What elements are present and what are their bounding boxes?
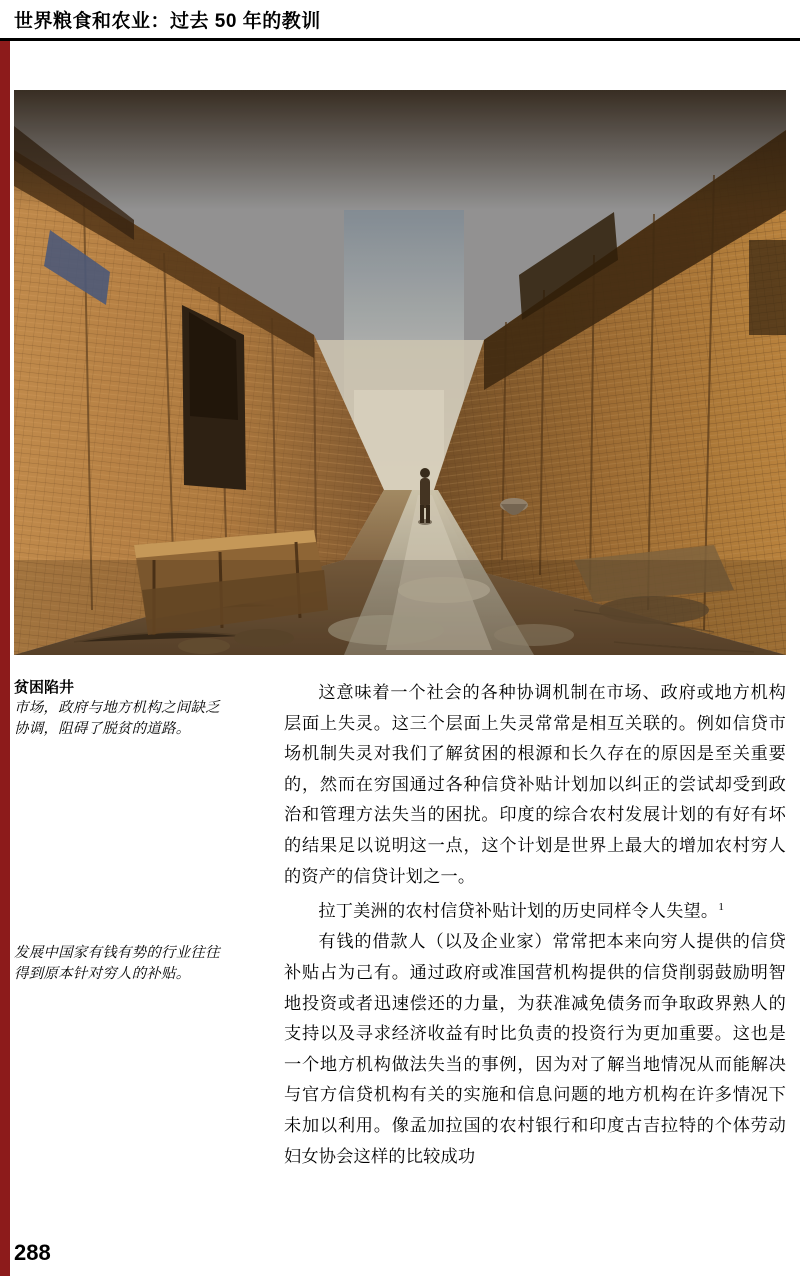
body-paragraph-1: 这意味着一个社会的各种协调机制在市场、政府或地方机构层面上失灵。这三个层面上失灵常常是相互关联的。例如信贷市场机制失灵对我们了解贫困的根源和长久存在的原因是至关重要的，然而在穷国通过各种信贷补贴计划加以纠正的尝试却受到政治和管理方法失当的困扰。印度的综合农村发展计划的有好有坏的结果足以说明这一点，这个计划是世界上最大的增加农村穷人的资产的信贷计划之一。 — [284, 683, 786, 886]
body-paragraph-2 — [284, 892, 786, 927]
caption-note: 发展中国家有钱有势的行业往往得到原本针对穷人的补贴。 — [14, 945, 220, 982]
footnote-marker: 1 — [718, 901, 725, 914]
body-paragraph-3: 有钱的借款人（以及企业家）常常把本来向穷人提供的信贷补贴占为己有。通过政府或准国营机构提供的信贷削弱鼓励明智地投资或者迅速偿还的力量，为获准减免债务而争取政界熟人的支持以及寻求经济收益有时比负责的投资行为更加重要。这也是一个地方机构做法失当的事例，因为对了解当地情况从而能解决与官方信贷机构有关的实施和信息问题的地方机构在许多情况下未加以利用。像孟加拉国的农村银行和印度古吉拉特的个体劳动妇女协会这样的比较成功 — [284, 932, 786, 1166]
page-title: 世界粮食和农业：过去 50 年的教训 — [14, 11, 321, 32]
page-number: 288 — [14, 1240, 51, 1265]
caption-text: 市场，政府与地方机构之间缺乏协调，阻碍了脱贫的道路。 — [14, 700, 220, 737]
body-column — [284, 678, 786, 1172]
caption-column — [14, 678, 222, 982]
caption-note-block — [14, 943, 222, 985]
page-header — [0, 0, 800, 40]
page-edge-bar — [0, 0, 10, 1276]
body-paragraph-2-text: 拉丁美洲的农村信贷补贴计划的历史同样令人失望。 — [318, 901, 719, 921]
photo-illustration — [14, 90, 786, 655]
caption-title: 贫困陷井 — [14, 679, 75, 696]
article-content — [14, 678, 786, 1218]
header-divider — [0, 38, 800, 41]
slum-alley-photograph — [14, 90, 786, 655]
